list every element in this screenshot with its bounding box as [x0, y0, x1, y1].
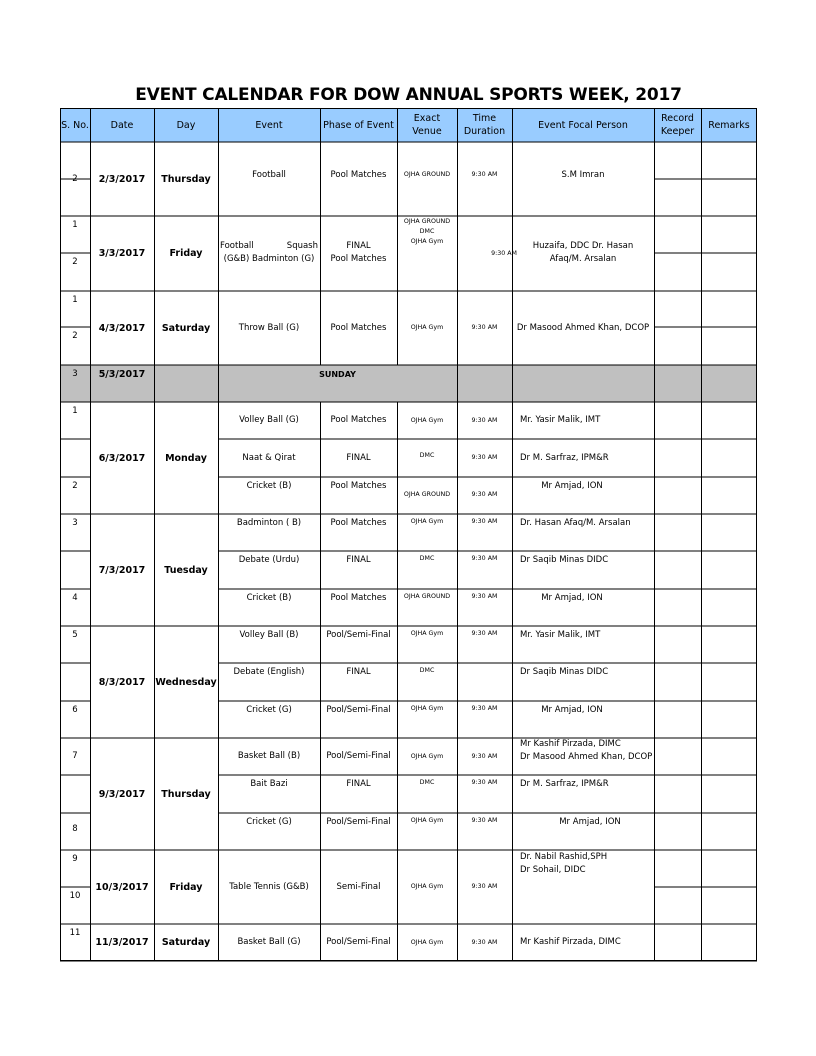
row-phase: Pool Matches: [330, 169, 387, 180]
row-time: 9:30 AM: [471, 938, 498, 946]
row-time: 9:30 AM: [471, 416, 498, 424]
row-event: Table Tennis (G&B): [229, 881, 309, 892]
row-event: Volley Ball (B): [239, 630, 299, 640]
row-phase: FINAL: [346, 452, 371, 463]
row-phase: FINAL: [346, 779, 371, 789]
header-event: Event: [255, 119, 283, 131]
row-time: 9:30 AM: [471, 491, 498, 498]
row-focal-person: Mr Amjad, ION: [541, 481, 603, 491]
row-phase: Pool Matches: [330, 518, 387, 528]
row-focal-person: S.M Imran: [561, 169, 605, 180]
row-event: Debate (English): [233, 667, 305, 677]
row-focal-person: Dr Masood Ahmed Khan, DCOP: [516, 322, 650, 333]
row-phase: FINAL: [346, 667, 371, 677]
row-time: 9:30 AM: [471, 555, 498, 562]
header-remarks: Remarks: [708, 119, 750, 131]
header-day: Day: [176, 119, 196, 131]
row-phase: Pool Matches: [330, 481, 387, 491]
row-venue: DMC: [419, 555, 435, 562]
row-phase: Pool/Semi-Final: [326, 630, 391, 640]
row-date: 3/3/2017: [98, 248, 146, 259]
row-phase: Pool/Semi-Final: [326, 937, 391, 947]
row-sno: 9: [72, 854, 78, 864]
header-record-keeper: Record Keeper: [660, 113, 695, 137]
row-date: 9/3/2017: [98, 788, 146, 800]
row-focal-person: Dr Masood Ahmed Khan, DCOP: [520, 752, 653, 762]
row-event: (G&B) Badminton (G): [223, 254, 315, 264]
row-focal-person: Dr M. Sarfraz, IPM&R: [520, 452, 609, 463]
header-phase: Phase of Event: [323, 119, 394, 131]
row-date: 6/3/2017: [98, 452, 146, 464]
row-time: 9:30 AM: [471, 779, 498, 786]
row-event: Naat & Qirat: [242, 452, 296, 463]
row-time: 9:30 AM: [471, 817, 498, 824]
row-time: 9:30 AM: [471, 705, 498, 712]
row-sno: 3: [72, 369, 78, 379]
row-event: Throw Ball (G): [238, 322, 300, 333]
row-day: Wednesday: [155, 676, 217, 688]
row-focal-person: Dr. Nabil Rashid,SPH: [520, 851, 608, 862]
row-day: Monday: [165, 452, 207, 464]
row-venue: DMC: [419, 452, 435, 459]
row-date: 11/3/2017: [95, 937, 149, 948]
row-focal-person: Mr Amjad, ION: [541, 593, 603, 603]
row-focal-person: Mr Kashif Pirzada, DIMC: [520, 937, 621, 947]
row-phase: Pool Matches: [330, 593, 387, 603]
row-focal-person: Dr M. Sarfraz, IPM&R: [520, 779, 609, 789]
row-event: Badminton ( B): [236, 518, 302, 528]
row-focal-person: Huzaifa, DDC Dr. Hasan: [532, 241, 634, 251]
row-phase: Pool/Semi-Final: [326, 705, 391, 715]
row-focal-person: Dr Sohail, DIDC: [520, 865, 586, 875]
row-phase: FINAL: [346, 241, 371, 251]
row-sno: 3: [72, 518, 78, 528]
row-focal-person: Afaq/M. Arsalan: [549, 254, 617, 264]
header-time: Time Duration: [463, 113, 506, 137]
document-title: EVENT CALENDAR FOR DOW ANNUAL SPORTS WEEK, 2017: [135, 85, 682, 105]
row-event: Cricket (G): [246, 705, 292, 715]
sunday-label: SUNDAY: [319, 370, 356, 379]
row-venue: OJHA GROUND: [403, 218, 451, 225]
row-date: 7/3/2017: [98, 564, 146, 576]
row-event: Cricket (B): [246, 481, 292, 491]
row-day: Thursday: [161, 788, 211, 800]
row-venue: DMC: [419, 779, 435, 786]
row-phase: Pool Matches: [330, 254, 387, 264]
row-phase: Pool Matches: [330, 415, 387, 425]
row-date: 5/3/2017: [98, 369, 146, 380]
row-venue: OJHA Gym: [410, 883, 444, 890]
row-time: 9:30 AM: [471, 883, 498, 890]
row-sno: 6: [72, 705, 78, 715]
row-focal-person: Mr. Yasir Malik, IMT: [520, 415, 601, 425]
row-day: Friday: [169, 881, 203, 893]
row-phase: Pool Matches: [330, 322, 387, 333]
row-time: 9:30 AM: [471, 518, 498, 525]
header-date: Date: [110, 119, 134, 131]
row-sno: 4: [72, 593, 78, 603]
row-time: 9:30 AM: [471, 454, 498, 461]
row-focal-person: Mr Kashif Pirzada, DIMC: [520, 739, 621, 749]
row-event: Debate (Urdu): [238, 555, 300, 565]
row-event: Cricket (G): [246, 817, 292, 827]
row-sno: 2: [72, 257, 78, 267]
row-event: Football: [220, 241, 254, 251]
row-time: 9:30 AM: [471, 324, 498, 331]
row-sno: 8: [72, 824, 78, 834]
row-sno: 5: [72, 630, 78, 640]
row-time: 9:30 AM: [471, 752, 498, 760]
row-day: Thursday: [161, 173, 211, 185]
row-event: Basket Ball (G): [237, 937, 301, 947]
header-focal-person: Event Focal Person: [538, 119, 628, 131]
row-sno: 2: [72, 481, 78, 491]
row-phase: Semi-Final: [336, 881, 381, 892]
row-venue: OJHA Gym: [410, 817, 444, 824]
header-sno: S. No.: [61, 119, 89, 131]
row-venue: OJHA GROUND: [403, 491, 451, 498]
row-venue: OJHA Gym: [410, 416, 444, 424]
row-venue: DMC: [419, 228, 435, 235]
row-phase: Pool/Semi-Final: [326, 751, 391, 761]
row-focal-person: Mr Amjad, ION: [559, 817, 621, 827]
row-sno: 1: [72, 295, 78, 305]
row-sno: 10: [69, 891, 81, 901]
header-venue: Exact Venue: [412, 113, 442, 137]
row-date: 2/3/2017: [98, 173, 146, 185]
row-day: Tuesday: [164, 564, 208, 576]
row-venue: OJHA Gym: [410, 238, 444, 245]
row-venue: OJHA Gym: [410, 518, 444, 525]
row-event: Football: [252, 169, 286, 180]
row-focal-person: Mr. Yasir Malik, IMT: [520, 630, 601, 640]
row-sno: 11: [69, 928, 81, 938]
row-event: Squash: [286, 241, 318, 251]
row-day: Saturday: [161, 937, 211, 948]
row-sno: 1: [72, 220, 78, 230]
row-venue: OJHA Gym: [410, 705, 444, 712]
row-venue: DMC: [419, 667, 435, 674]
row-focal-person: Dr Saqib Minas DIDC: [520, 667, 609, 677]
row-day: Saturday: [161, 322, 211, 334]
row-date: 8/3/2017: [98, 676, 146, 688]
row-time: 9:30 AM: [491, 250, 517, 257]
row-focal-person: Mr Amjad, ION: [541, 705, 603, 715]
row-time: 9:30 AM: [471, 630, 498, 637]
row-venue: OJHA Gym: [410, 324, 444, 331]
row-time: [457, 663, 512, 704]
row-phase: Pool/Semi-Final: [326, 817, 391, 827]
row-event: Basket Ball (B): [237, 751, 301, 761]
row-date: 4/3/2017: [98, 322, 146, 334]
row-sno: 2: [72, 173, 78, 184]
event-calendar-table: [60, 108, 757, 961]
row-venue: OJHA GROUND: [403, 171, 451, 178]
row-time: 9:30 AM: [471, 593, 498, 600]
row-day: Friday: [169, 248, 203, 259]
row-event: Bait Bazi: [250, 779, 288, 789]
row-event: Volley Ball (G): [239, 415, 299, 425]
row-phase: FINAL: [346, 555, 371, 565]
row-focal-person: Dr Saqib Minas DIDC: [520, 555, 609, 565]
row-date: 10/3/2017: [95, 881, 149, 893]
row-sno: 7: [72, 751, 78, 761]
row-focal-person: Dr. Hasan Afaq/M. Arsalan: [520, 518, 631, 528]
row-event: Cricket (B): [246, 593, 292, 603]
row-venue: OJHA GROUND: [403, 593, 451, 600]
row-sno: 1: [72, 406, 78, 416]
row-venue: OJHA Gym: [410, 938, 444, 946]
row-sno: 2: [72, 331, 78, 341]
row-venue: OJHA Gym: [410, 752, 444, 760]
row-time: 9:30 AM: [471, 171, 498, 178]
row-venue: OJHA Gym: [410, 630, 444, 637]
